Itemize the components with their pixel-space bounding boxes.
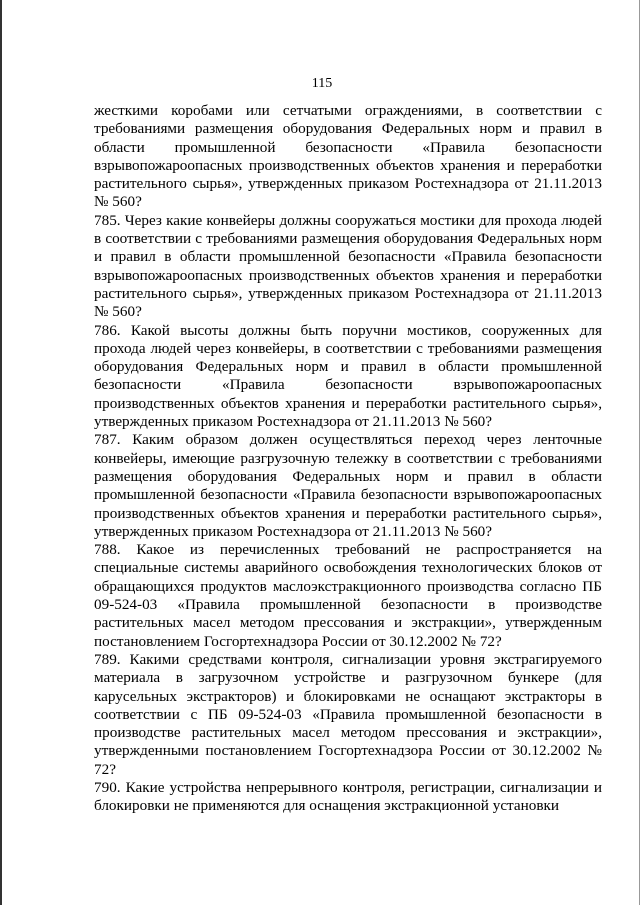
question-788: 788. Какое из перечисленных требований не распространяется на специальные системы аварийного освобождения технологических блоков от обращающихся продуктов маслоэкстракционного производства согласно ПБ 09-524-03 «Правила промышленной безопасности в производстве растительных масел методом прессования и экстракции», утвержденным постановлением Госгортехнадзора России от 30.12.2002 № 72?: [94, 541, 602, 650]
question-786: 786. Какой высоты должны быть поручни мостиков, сооруженных для прохода людей через конвейеры, в соответствии с требованиями размещения оборудования Федеральных норм и правил в области промышленной безопасности «Правила безопасности взрывопожароопасных производственных объектов хранения и переработки растительного сырья», утвержденных приказом Ростехнадзора от 21.11.2013 № 560?: [94, 321, 602, 431]
page-number: 115: [311, 76, 333, 91]
question-790: 790. Какие устройства непрерывного контроля, регистрации, сигнализации и блокировки не применяются для оснащения экстракционной установки: [94, 778, 602, 815]
question-789: 789. Какими средствами контроля, сигнализации уровня экстрагируемого материала в загрузочном устройстве и разгрузочном бункере (для карусельных экстракторов) и блокировками не оснащают экстракторы в соответствии с ПБ 09-524-03 «Правила промышленной безопасности в производстве растительных масел методом прессования и экстракции», утвержденными постановлением Госгортехнадзора России от 30.12.2002 № 72?: [94, 650, 602, 778]
paragraph-continuation: жесткими коробами или сетчатыми ограждениями, в соответствии с требованиями размещения оборудования Федеральных норм и правил в области промышленной безопасности «Правила безопасности взрывопожароопасных производственных объектов хранения и переработки растительного сырья», утвержденных приказом Ростехнадзора от 21.11.2013 № 560?: [94, 102, 602, 211]
question-787: 787. Каким образом должен осуществляться переход через ленточные конвейеры, имеющие разгрузочную тележку в соответствии с требованиями размещения оборудования Федеральных норм и правил в области промышленной безопасности «Правила безопасности взрывопожароопасных производственных объектов хранения и переработки растительного сырья», утвержденных приказом Ростехнадзора от 21.11.2013 № 560?: [94, 431, 602, 540]
page-body: [94, 102, 602, 816]
question-785: 785. Через какие конвейеры должны сооружаться мостики для прохода людей в соответствии с требованиями размещения оборудования Федеральных норм и правил в области промышленной безопасности «Правила безопасности взрывопожароопасных производственных объектов хранения и переработки растительного сырья», утвержденных приказом Ростехнадзора от 21.11.2013 № 560?: [94, 211, 602, 321]
